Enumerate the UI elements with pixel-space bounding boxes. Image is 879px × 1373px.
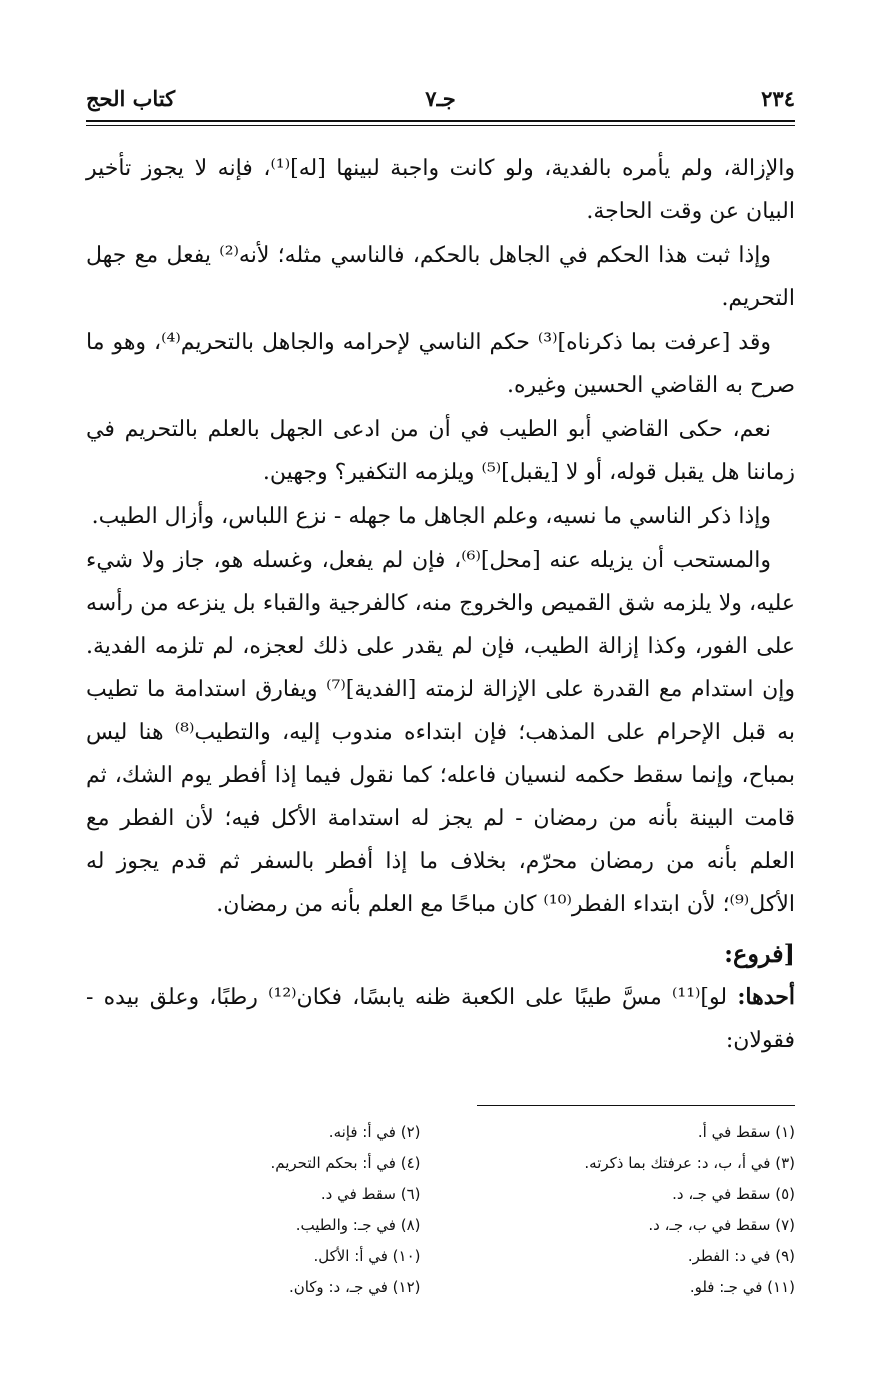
branch-label: أحدها: <box>737 984 795 1010</box>
page-header <box>86 80 795 116</box>
footnote: (٦) سقط في د. <box>320 1185 421 1203</box>
paragraph: وإذا ثبت هذا الحكم في الجاهل بالحكم، فالناسي مثله؛ لأنه⁽²⁾ يفعل مع جهل التحريم. <box>86 243 795 311</box>
paragraph: والإزالة، ولم يأمره بالفدية، ولو كانت واجبة لبينها [له]⁽¹⁾، فإنه لا يجوز تأخير البيان عن وقت الحاجة. <box>86 156 795 224</box>
branch-paragraph <box>86 976 795 1062</box>
footnote-separator <box>477 1105 795 1106</box>
footnote: (٢) في أ: فإنه. <box>328 1123 421 1141</box>
header-rule-thick <box>86 120 795 122</box>
header-rule-thin <box>86 125 795 126</box>
footnote: (٥) سقط في جـ، د. <box>672 1185 795 1203</box>
section-heading: [فروع: <box>724 939 795 968</box>
volume-number: جـ٧ <box>425 86 456 111</box>
footnote: (٨) في جـ: والطيب. <box>295 1216 421 1234</box>
branch-text: لو]⁽¹¹⁾ مسَّ طيبًا على الكعبة ظنه يابسًا، فكان⁽¹²⁾ رطبًا، وعلق بيده - فقولان: <box>86 985 795 1053</box>
footnote: (١٢) في جـ، د: وكان. <box>288 1278 421 1296</box>
footnote: (٤) في أ: بحكم التحريم. <box>270 1154 421 1172</box>
main-text <box>86 147 795 1063</box>
paragraph: نعم، حكى القاضي أبو الطيب في أن من ادعى الجهل بالعلم بالتحريم في زماننا هل يقبل قوله، أو لا [يقبل]⁽⁵⁾ ويلزمه التكفير؟ وجهين. <box>86 417 795 485</box>
page-number: ٢٣٤ <box>761 86 795 111</box>
paragraph: وقد [عرفت بما ذكرناه]⁽³⁾ حكم الناسي لإحرامه والجاهل بالتحريم⁽⁴⁾، وهو ما صرح به القاضي الحسين وغيره. <box>86 330 795 398</box>
footnote: (١٠) في أ: الأكل. <box>313 1247 421 1265</box>
footnote: (٧) سقط في ب، جـ، د. <box>648 1216 795 1234</box>
footnote: (٣) في أ، ب، د: عرفتك بما ذكرته. <box>584 1154 795 1172</box>
paragraph: وإذا ذكر الناسي ما نسيه، وعلم الجاهل ما جهله - نزع اللباس، وأزال الطيب. <box>91 504 771 529</box>
book-title: كتاب الحج <box>86 86 176 111</box>
footnote: (١) سقط في أ. <box>697 1123 795 1141</box>
footnotes <box>86 1117 795 1303</box>
footnote: (٩) في د: الفطر. <box>687 1247 795 1265</box>
paragraph: والمستحب أن يزيله عنه [محل]⁽⁶⁾، فإن لم يفعل، وغسله هو، جاز ولا شيء عليه، ولا يلزمه شق القميص والخروج منه، كالفرجية والقباء بل ينزعه من رأسه على الفور، وكذا إزالة الطيب، فإن لم يقدر على ذلك لعجزه، لم تلزمه الفدية. وإن استدام مع القدرة على الإزالة لزمته [الفدية]⁽⁷⁾ ويفارق استدامة ما تطيب به قبل الإحرام على المذهب؛ فإن ابتداءه مندوب إليه، والتطيب⁽⁸⁾ هنا ليس بمباح، وإنما سقط حكمه لنسيان فاعله؛ كما نقول فيما إذا أفطر يوم الشك، ثم قامت البينة بأنه من رمضان - لم يجز له استدامة الأكل فيه؛ لأن الفطر مع العلم بأنه من رمضان محرّم، بخلاف ما إذا أفطر بالسفر ثم قدم يجوز له الأكل⁽⁹⁾؛ لأن ابتداء الفطر⁽¹⁰⁾ كان مباحًا مع العلم بأنه من رمضان. <box>86 548 795 917</box>
footnote: (١١) في جـ: فلو. <box>689 1278 795 1296</box>
